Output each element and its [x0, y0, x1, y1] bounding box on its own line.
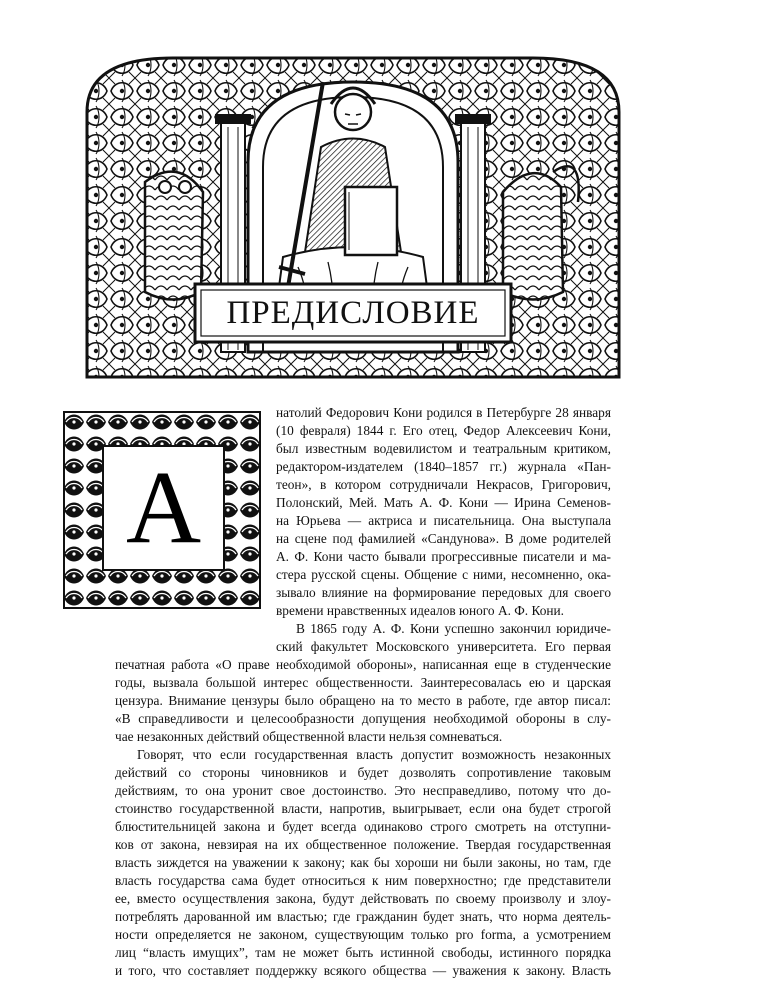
- text-line: чае незаконных действий общественной власти нельзя сомневаться.: [115, 729, 503, 745]
- text-line: на сцене под фамилией «Сандунова». В доме родителей: [276, 531, 611, 547]
- text-line: В 1865 году А. Ф. Кони успешно закончил юридиче-: [296, 621, 611, 637]
- page-title: ПРЕДИСЛОВИЕ: [226, 295, 480, 331]
- text-line: власть государства сама будет относиться к ним поверхностно; где представители: [115, 873, 611, 889]
- text-line: теон», в котором сотрудничали Некрасов, Григорович,: [276, 477, 611, 493]
- text-line: ности определяется не законом, существующим только pro forma, а усмотрением: [115, 927, 611, 943]
- text-line: ее, вместо осуществления закона, будут действовать по своему произволу и злоу-: [115, 891, 611, 907]
- text-line: «В справедливости и целесообразности допущения необходимой обороны в слу-: [115, 711, 611, 727]
- text-line: Говорят, что если государственная власть допустит возможность незаконных: [137, 747, 611, 763]
- text-line: и того, что составляет поддержку всякого общества — уважения к закону. Власть: [115, 963, 611, 979]
- drop-cap-letter: А: [125, 450, 202, 565]
- text-line: на Юрьева — актриса и писательница. Она выступала: [276, 513, 611, 529]
- text-line: лиц “власть имущих”, там не может быть истинной свободы, истинного порядка: [115, 945, 611, 961]
- text-line: был известным водевилистом и театральным критиком,: [276, 441, 611, 457]
- text-line: натолий Федорович Кони родился в Петербурге 28 января: [276, 405, 611, 420]
- text-line: стоинство государственной власти, напротив, выигрывает, если она будет строгой: [115, 801, 611, 817]
- text-line: цензура. Внимание цензуры было обращено на то место в работе, где автор писал:: [115, 693, 611, 709]
- header-illustration: [83, 52, 623, 380]
- text-line: власть зиждется на уважении к закону; как бы хороши ни были законы, но там, где: [115, 855, 611, 871]
- text-line: (10 февраля) 1844 г. Его отец, Федор Алексеевич Кони,: [276, 423, 611, 439]
- drop-cap: [63, 411, 261, 609]
- text-line: действий со стороны чиновников и будет дозволять сопротивление таковым: [115, 765, 611, 781]
- text-line: ский факультет Московского университета. Его первая: [276, 639, 611, 655]
- paragraph-main-wide: [115, 656, 611, 980]
- text-line: годы, вызвала большой интерес общественности. Заинтересовалась ею и царская: [115, 675, 611, 691]
- text-line: Полонский, Мей. Мать А. Ф. Кони — Ирина Семенов-: [276, 495, 611, 511]
- text-line: А. Ф. Кони часто бывали прогрессивные писатели и ма-: [276, 549, 611, 565]
- paragraph-intro-narrow: [276, 404, 611, 656]
- text-line: редактором-издателем (1840–1857 гг.) журнала «Пан-: [276, 459, 611, 475]
- text-line: зывало влияние на формирование передовых для своего: [276, 585, 611, 601]
- text-line: печатная работа «О праве необходимой обороны», написанная еще в студенческие: [115, 657, 611, 672]
- text-line: времени нравственных идеалов юного А. Ф. Кони.: [276, 603, 564, 619]
- text-line: стера русской сцены. Общение с ними, несомненно, ока-: [276, 567, 611, 583]
- text-line: действиям, то она уронит свое достоинство. Это несправедливо, потому что до-: [115, 783, 611, 799]
- text-line: блюстительницей закона и будет всегда одинаково строго смотреть на отступни-: [115, 819, 611, 835]
- text-line: ков от закона, невзирая на их общественное положение. Твердая государственная: [115, 837, 611, 853]
- text-line: потреблять дарованной им властью; где гражданин будет знать, что норма деятель-: [115, 909, 611, 925]
